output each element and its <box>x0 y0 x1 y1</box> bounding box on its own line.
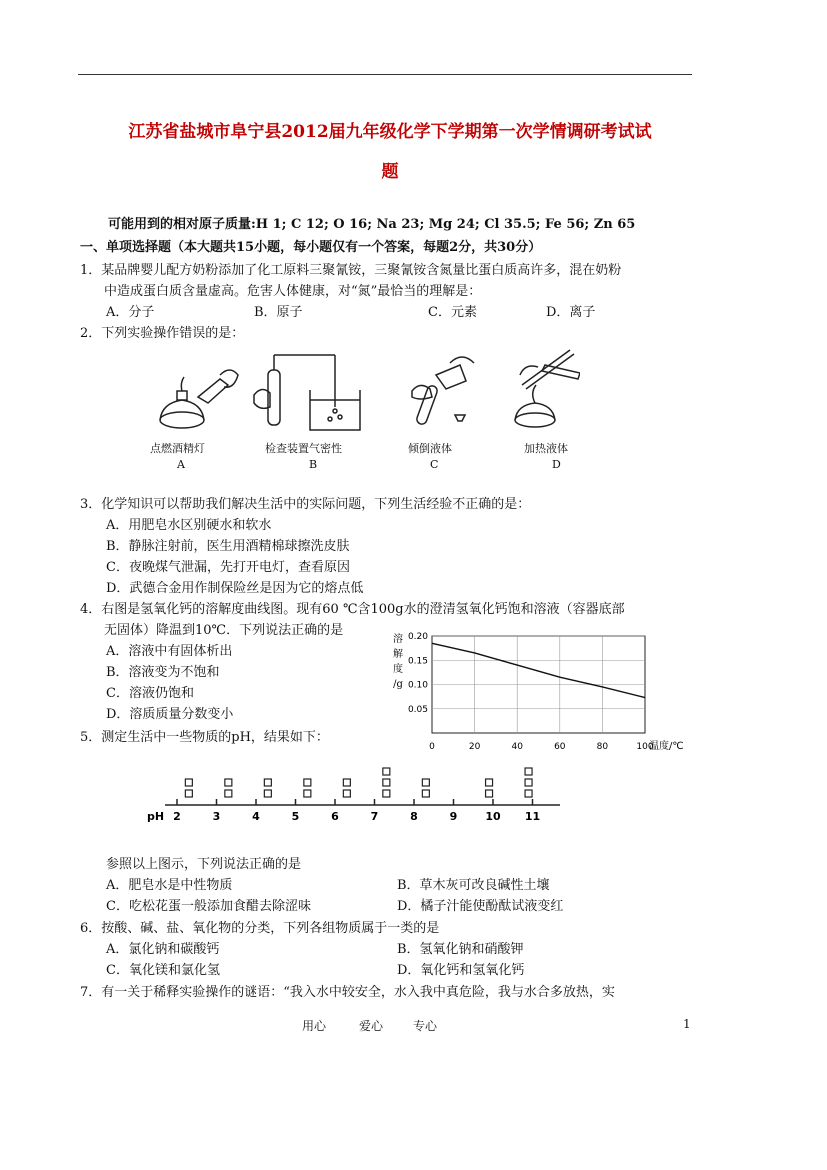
q3-option-c: C．夜晚煤气泄漏，先打开电灯，查看原因 <box>106 560 350 575</box>
y-tick-label: 0.15 <box>407 656 428 667</box>
figure-c-drawing <box>412 357 474 426</box>
q4-stem-line2: 无固体）降温到10℃．下列说法正确的是 <box>104 623 344 638</box>
chart-x-ticks <box>429 742 654 750</box>
section-heading: 一、单项选择题（本大题共15小题，每小题仅有一个答案，每题2分，共30分） <box>80 240 542 255</box>
ph-label: pH <box>147 810 165 823</box>
ph-sample-box <box>185 779 192 786</box>
q4-option-c: C．溶液仍饱和 <box>106 686 194 701</box>
y-tick-label: 0.20 <box>407 632 428 642</box>
x-tick-label: 0 <box>429 742 435 750</box>
ph-sample-box <box>383 790 390 797</box>
q1-option-a: A．分子 <box>106 305 155 320</box>
page-number: 1 <box>683 1017 691 1031</box>
ph-tick-label: 5 <box>291 810 300 823</box>
solubility-curve <box>432 643 645 697</box>
ph-sample-box <box>486 790 493 797</box>
q4-option-a: A．溶液中有固体析出 <box>106 644 233 659</box>
figure-b-label: B <box>309 458 318 471</box>
q6-option-a: A．氯化钠和碳酸钙 <box>106 942 220 957</box>
q5-stem: 5．测定生活中一些物质的pH，结果如下： <box>80 730 329 745</box>
figure-d-caption: 加热液体 <box>524 442 568 455</box>
q1-option-d: D．离子 <box>546 305 596 320</box>
q5-option-d: D．橘子汁能使酚酞试液变红 <box>397 899 564 914</box>
q3-option-d: D．武德合金用作制保险丝是因为它的熔点低 <box>106 581 364 596</box>
ph-tick-label: 10 <box>485 810 501 823</box>
q1-option-b: B．原子 <box>254 305 303 320</box>
ph-tick-label: 7 <box>370 810 379 823</box>
q6-option-b: B．氢氧化钠和硝酸钾 <box>397 942 524 957</box>
y-label-char: 度 <box>393 664 403 675</box>
ph-tick-label: 11 <box>524 810 541 823</box>
q4-stem-line1: 4．右图是氢氧化钙的溶解度曲线图。现有60 ℃含100g水的澄清氢氧化钙饱和溶液（容器底部 <box>80 602 625 617</box>
ph-tick-label: 6 <box>331 810 339 823</box>
ph-sample-box <box>422 779 429 786</box>
page-title: 江苏省盐城市阜宁县2012届九年级化学下学期第一次学情调研考试试 <box>128 122 652 142</box>
q1-stem-line2: 中造成蛋白质含量虚高。危害人体健康，对“氮”最恰当的理解是： <box>104 284 482 299</box>
ph-sample-markers <box>185 768 532 797</box>
q3-option-a: A．用肥皂水区别硬水和软水 <box>106 518 272 533</box>
chart-y-label <box>393 632 403 690</box>
ph-ticks <box>173 799 540 823</box>
figure-d-drawing <box>515 350 580 427</box>
q5-followup: 参照以上图示，下列说法正确的是 <box>106 857 302 872</box>
q4-option-b: B．溶液变为不饱和 <box>106 665 220 680</box>
q6-option-d: D．氧化钙和氢氧化钙 <box>397 963 525 978</box>
y-tick-label: 0.10 <box>407 680 428 691</box>
lab-operations-figure <box>150 345 580 475</box>
chart-y-ticks <box>408 632 428 715</box>
x-tick-label: 20 <box>468 742 481 750</box>
ph-sample-box <box>525 768 532 775</box>
ph-sample-box <box>525 779 532 786</box>
figure-b-drawing <box>254 355 360 430</box>
q3-stem: 3．化学知识可以帮助我们解决生活中的实际问题，下列生活经验不正确的是： <box>80 497 531 512</box>
q7-stem-line1: 7．有一关于稀释实验操作的谜语：“我入水中较安全，水入我中真危险，我与水合多放热，实 <box>80 985 615 1000</box>
ph-sample-box <box>343 779 350 786</box>
figure-c-label: C <box>430 458 439 471</box>
ph-sample-box <box>225 779 232 786</box>
ph-sample-box <box>343 790 350 797</box>
ph-tick-label: 8 <box>410 810 418 823</box>
ph-tick-label: 3 <box>212 810 221 823</box>
x-tick-label: 40 <box>511 742 523 750</box>
x-tick-label: 60 <box>554 742 566 750</box>
q1-stem-line1: 1．某品牌婴儿配方奶粉添加了化工原料三聚氰铵，三聚氰铵含氮量比蛋白质高许多，混在奶粉 <box>80 263 622 278</box>
ph-scale-figure <box>145 760 565 826</box>
page-title-continued: 题 <box>381 162 399 182</box>
ph-sample-box <box>304 790 311 797</box>
x-tick-label: 80 <box>596 742 609 750</box>
x-tick-label: 100 <box>636 742 654 750</box>
chart-x-label: 温度/℃ <box>649 741 684 750</box>
ph-tick-label: 2 <box>173 810 181 823</box>
figure-d-label: D <box>552 458 561 471</box>
solubility-chart <box>380 628 700 750</box>
footer-text-1: 用心 <box>302 1019 327 1033</box>
q2-stem: 2．下列实验操作错误的是： <box>80 326 245 341</box>
y-label-char: 溶 <box>393 634 403 645</box>
ph-sample-box <box>264 790 271 797</box>
ph-tick-label: 9 <box>449 810 458 823</box>
figure-a-drawing <box>160 370 238 428</box>
ph-sample-box <box>525 790 532 797</box>
ph-sample-box <box>304 779 311 786</box>
q3-option-b: B．静脉注射前，医生用酒精棉球擦洗皮肤 <box>106 539 350 554</box>
ph-sample-box <box>264 779 271 786</box>
ph-sample-box <box>383 779 390 786</box>
chart-series <box>432 643 645 697</box>
q5-option-b: B．草木灰可改良碱性土壤 <box>397 878 550 893</box>
y-label-char: /g <box>393 679 403 690</box>
ph-sample-box <box>486 779 493 786</box>
ph-tick-label: 4 <box>252 810 260 823</box>
q1-option-c: C．元素 <box>428 305 477 320</box>
atomic-masses: 可能用到的相对原子质量:H 1; C 12; O 16; Na 23; Mg 24; Cl 35.5; Fe 56; Zn 65 <box>108 217 636 232</box>
header-rule <box>78 74 692 75</box>
footer-text-3: 专心 <box>413 1019 438 1033</box>
y-tick-label: 0.05 <box>407 704 428 715</box>
ph-sample-box <box>185 790 192 797</box>
footer-text-2: 爱心 <box>359 1019 384 1033</box>
figure-a-caption: 点燃酒精灯 <box>150 442 205 455</box>
q5-option-c: C．吃松花蛋一般添加食醋去除涩味 <box>106 899 311 914</box>
figure-a-label: A <box>177 458 185 471</box>
q5-option-a: A．肥皂水是中性物质 <box>106 878 233 893</box>
figure-b-caption: 检查装置气密性 <box>265 442 342 455</box>
figure-c-caption: 倾倒液体 <box>408 442 452 455</box>
ph-sample-box <box>422 790 429 797</box>
y-label-char: 解 <box>393 649 403 660</box>
q6-option-c: C．氧化镁和氯化氢 <box>106 963 220 978</box>
q4-option-d: D．溶质质量分数变小 <box>106 707 234 722</box>
ph-sample-box <box>225 790 232 797</box>
q6-stem: 6．按酸、碱、盐、氧化物的分类，下列各组物质属于一类的是 <box>80 921 440 936</box>
ph-sample-box <box>383 768 390 775</box>
